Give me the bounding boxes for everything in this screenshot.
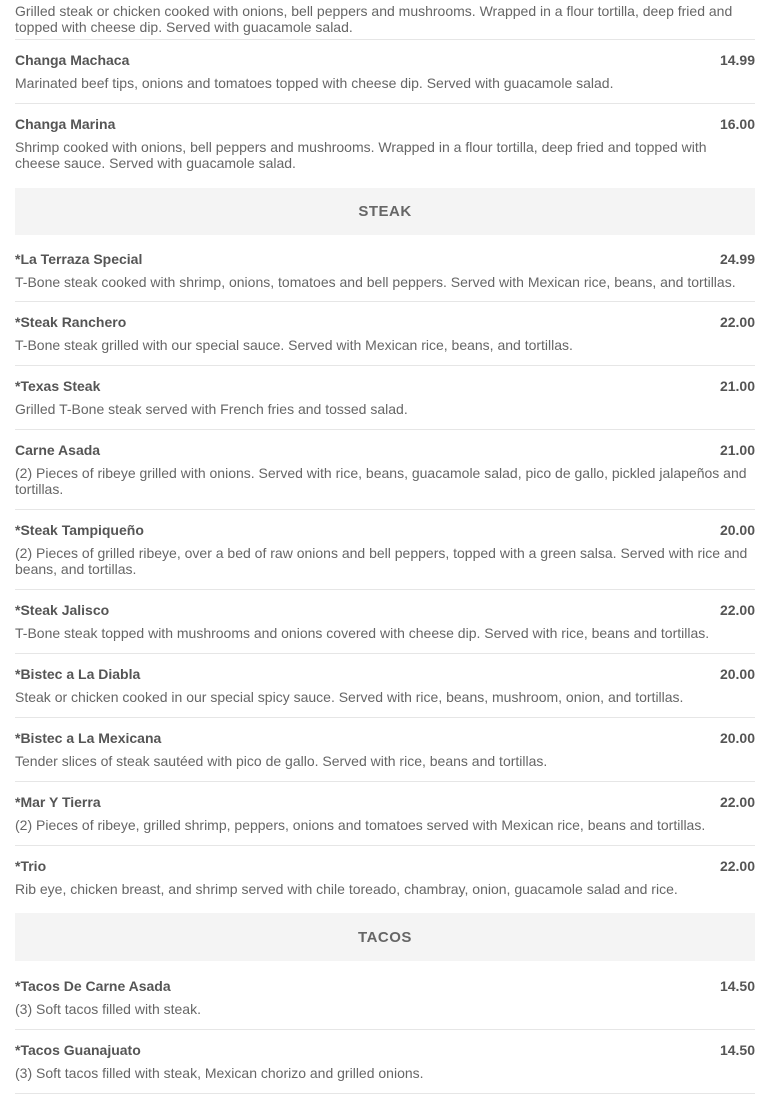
menu-item[interactable]	[15, 961, 755, 1030]
item-price: 20.00	[719, 730, 755, 746]
item-description: Shrimp cooked with onions, bell peppers and mushrooms. Wrapped in a flour tortilla, deep fried and topped with cheese sauce. Served with guacamole salad.	[15, 139, 707, 171]
item-description: Rib eye, chicken breast, and shrimp served with chile toreado, chambray, onion, guacamole salad and rice.	[15, 881, 678, 897]
item-description: (3) Soft tacos filled with steak.	[15, 1001, 201, 1017]
item-description: Marinated beef tips, onions and tomatoes topped with cheese dip. Served with guacamole salad.	[15, 75, 614, 91]
item-description: (3) Soft tacos filled with steak, Mexican chorizo and grilled onions.	[15, 1065, 424, 1081]
item-price: 24.99	[719, 251, 755, 267]
item-name: Changa Machaca	[15, 52, 130, 68]
item-name: Carne Asada	[15, 442, 101, 458]
menu-item[interactable]	[15, 510, 755, 590]
item-price: 21.00	[719, 378, 755, 394]
menu-item[interactable]	[15, 654, 755, 718]
item-name: *Mar Y Tierra	[15, 794, 101, 810]
item-description: Grilled T-Bone steak served with French fries and tossed salad.	[15, 401, 408, 417]
section-header-steak: STEAK	[15, 188, 755, 235]
item-price: 14.50	[719, 978, 755, 994]
menu-item[interactable]	[15, 302, 755, 366]
menu-item[interactable]	[15, 590, 755, 654]
menu-item[interactable]	[15, 366, 755, 430]
item-description: (2) Pieces of grilled ribeye, over a bed of raw onions and bell peppers, topped with a green salsa. Served with rice and beans, and tortillas.	[15, 545, 748, 577]
item-name: *Steak Jalisco	[15, 602, 110, 618]
menu-item[interactable]	[15, 1030, 755, 1094]
item-name: Changa Marina	[15, 116, 116, 132]
item-price: 22.00	[719, 794, 755, 810]
item-name: *Bistec a La Mexicana	[15, 730, 162, 746]
item-description: (2) Pieces of ribeye, grilled shrimp, peppers, onions and tomatoes served with Mexican rice, beans and tortillas.	[15, 817, 706, 833]
menu-item[interactable]	[15, 430, 755, 510]
item-name: *La Terraza Special	[15, 251, 143, 267]
item-name: *Trio	[15, 858, 47, 874]
item-price: 20.00	[719, 522, 755, 538]
menu-item[interactable]	[15, 235, 755, 302]
item-name: *Steak Ranchero	[15, 314, 127, 330]
item-description: Steak or chicken cooked in our special spicy sauce. Served with rice, beans, mushroom, onion, and tortillas.	[15, 689, 684, 705]
item-description: Tender slices of steak sautéed with pico de gallo. Served with rice, beans and tortillas.	[15, 753, 548, 769]
item-description: T-Bone steak cooked with shrimp, onions, tomatoes and bell peppers. Served with Mexican rice, beans, and tortillas.	[15, 274, 736, 290]
menu-item[interactable]	[15, 782, 755, 846]
item-description: T-Bone steak grilled with our special sauce. Served with Mexican rice, beans, and tortillas.	[15, 337, 573, 353]
menu-item[interactable]	[15, 40, 755, 104]
menu-item[interactable]	[15, 718, 755, 782]
menu-item[interactable]	[15, 0, 755, 40]
item-description: (2) Pieces of ribeye grilled with onions. Served with rice, beans, guacamole salad, pico de gallo, pickled jalapeños and tortillas.	[15, 465, 747, 497]
item-name: *Steak Tampiqueño	[15, 522, 144, 538]
item-price: 14.50	[719, 1042, 755, 1058]
item-name: *Texas Steak	[15, 378, 101, 394]
item-name: *Tacos Guanajuato	[15, 1042, 141, 1058]
item-description: Grilled steak or chicken cooked with onions, bell peppers and mushrooms. Wrapped in a flour tortilla, deep fried and topped with cheese dip. Served with guacamole salad.	[15, 3, 733, 35]
item-price: 16.00	[719, 116, 755, 132]
item-price: 22.00	[719, 314, 755, 330]
menu-item[interactable]	[15, 846, 755, 913]
item-name: *Tacos De Carne Asada	[15, 978, 171, 994]
item-price: 21.00	[719, 442, 755, 458]
item-price: 22.00	[719, 602, 755, 618]
item-price: 22.00	[719, 858, 755, 874]
item-name: *Bistec a La Diabla	[15, 666, 141, 682]
menu-list	[15, 0, 755, 1094]
section-header-tacos: TACOS	[15, 913, 755, 961]
item-price: 20.00	[719, 666, 755, 682]
item-price: 14.99	[719, 52, 755, 68]
item-description: T-Bone steak topped with mushrooms and onions covered with cheese dip. Served with rice, beans and tortillas.	[15, 625, 710, 641]
menu-item[interactable]	[15, 104, 755, 188]
